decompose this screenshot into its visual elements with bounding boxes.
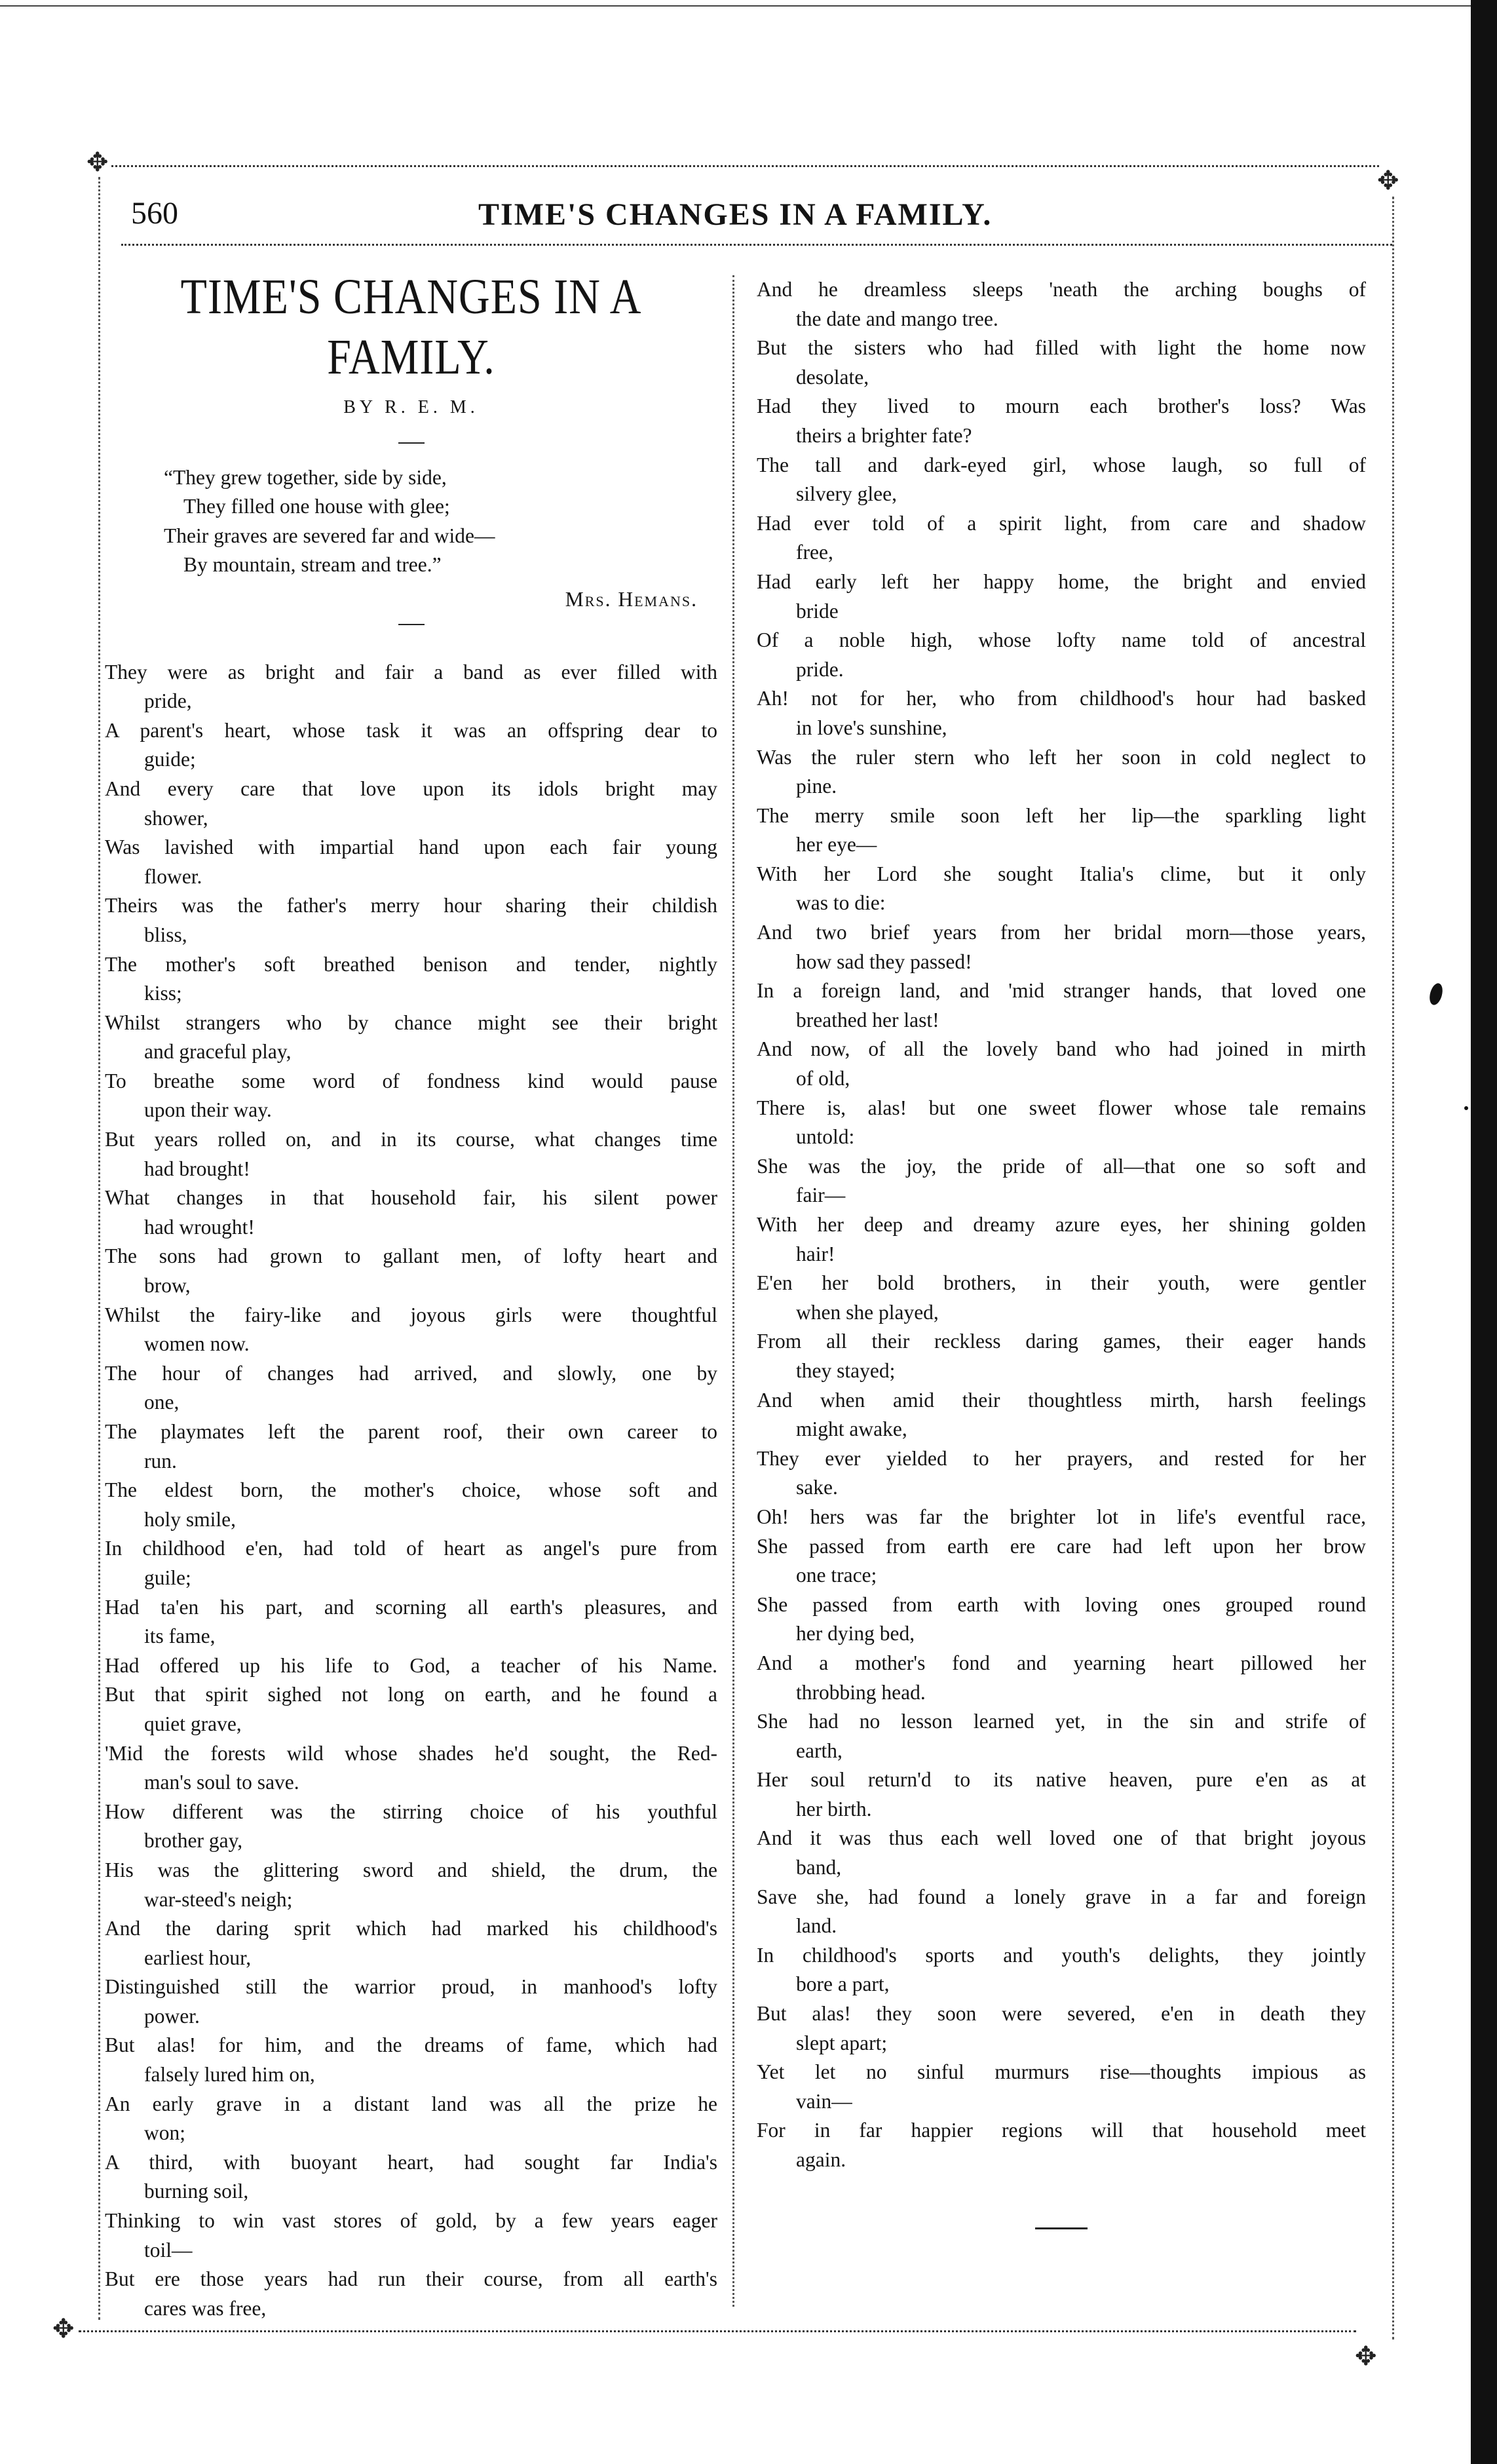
verse-line-text: But the sisters who had filled with light the home now [757, 336, 1366, 360]
verse-line [757, 684, 1366, 742]
verse-line [757, 918, 1366, 976]
verse-line-continuation: had wrought! [144, 1215, 255, 1239]
verse-line-text: But that spirit sighed not long on earth, and he found a [105, 1683, 717, 1706]
poem-byline: BY R. E. M. [343, 397, 479, 417]
verse-line-continuation: land. [796, 1914, 837, 1938]
poem-title: TIME'S CHANGES IN A FAMILY. [180, 269, 642, 385]
verse-line [105, 950, 717, 1009]
verse-line-text: How different was the stirring choice of his youthful [105, 1800, 717, 1823]
scan-top-rule [0, 5, 1471, 7]
verse-line [105, 1301, 717, 1359]
verse-line [757, 2116, 1366, 2174]
verse-line-continuation: toil— [144, 2238, 193, 2262]
verse-line-text: Whilst strangers who by chance might see their bright [105, 1011, 717, 1034]
verse-line-continuation: women now. [144, 1332, 250, 1356]
verse-line-continuation: flower. [144, 864, 202, 888]
page-number: 560 [131, 196, 178, 231]
verse-line [757, 1883, 1366, 1941]
verse-line-continuation: band, [796, 1856, 842, 1879]
verse-line-continuation: guide; [144, 748, 196, 771]
verse-line-continuation: one trace; [796, 1564, 877, 1587]
verse-line [757, 1649, 1366, 1707]
verse-line-text: And every care that love upon its idols bright may [105, 777, 717, 800]
verse-line-continuation: had brought! [144, 1157, 250, 1180]
verse-line [105, 2148, 717, 2206]
verse-line-text: There is, alas! but one sweet flower whose tale remains [757, 1096, 1366, 1119]
verse-line-continuation: its fame, [144, 1625, 216, 1648]
verse-line-continuation: run. [144, 1449, 177, 1473]
verse-line [105, 2206, 717, 2265]
verse-line [105, 1534, 717, 1592]
verse-line-continuation: sake. [796, 1476, 838, 1499]
border-left [98, 177, 100, 2320]
verse-line-continuation: burning soil, [144, 2180, 249, 2203]
verse-line-continuation: shower, [144, 806, 208, 830]
verse-line-text: And two brief years from her bridal morn—those years, [757, 921, 1366, 944]
verse-line-text: They were as bright and fair a band as ever filled with [105, 660, 717, 683]
epigraph [164, 463, 717, 580]
left-verses [105, 658, 717, 2324]
verse-line [757, 1444, 1366, 1503]
verse-line [105, 833, 717, 891]
verse-line [757, 1532, 1366, 1590]
verse-line [757, 2058, 1366, 2116]
verse-line [105, 1184, 717, 1242]
verse-line-continuation: earliest hour, [144, 1946, 252, 1969]
corner-ornament-bottom-right: ✥ [1355, 2341, 1377, 2371]
verse-line-text: Had ta'en his part, and scorning all earth's pleasures, and [105, 1595, 717, 1619]
verse-line-continuation: earth, [796, 1739, 843, 1762]
verse-line [757, 801, 1366, 860]
verse-line-text: They ever yielded to her prayers, and rested for her [757, 1446, 1366, 1470]
verse-line [105, 1359, 717, 1417]
verse-line-continuation: slept apart; [796, 2031, 888, 2054]
verse-line [105, 891, 717, 950]
verse-line [757, 1765, 1366, 1824]
verse-line-continuation: the date and mango tree. [796, 307, 998, 330]
verse-line [105, 2031, 717, 2089]
verse-line-continuation: bliss, [144, 923, 187, 946]
running-head: TIME'S CHANGES IN A FAMILY. [478, 197, 993, 232]
epigraph-line: Their graves are severed far and wide— [164, 524, 495, 547]
verse-line [757, 275, 1366, 334]
verse-line [757, 1590, 1366, 1649]
verse-line [757, 1152, 1366, 1210]
verse-line-text: Distinguished still the warrior proud, in manhood's lofty [105, 1975, 717, 1999]
verse-line-continuation: vain— [796, 2089, 852, 2113]
verse-line-continuation: breathed her last! [796, 1008, 939, 1031]
page-edge-shadow [1471, 0, 1497, 2464]
verse-line-text: Was the ruler stern who left her soon in cold neglect to [757, 745, 1366, 769]
verse-line-text: The merry smile soon left her lip—the sparkling light [757, 803, 1366, 827]
verse-line-continuation: hair! [796, 1242, 835, 1265]
verse-line-continuation: man's soul to save. [144, 1771, 299, 1794]
verse-line-text: His was the glittering sword and shield, the drum, the [105, 1858, 717, 1881]
verse-line-text: For in far happier regions will that household meet [757, 2119, 1366, 2142]
verse-line-text: E'en her bold brothers, in their youth, were gentler [757, 1271, 1366, 1295]
verse-line-text: But alas! they soon were severed, e'en in death they [757, 2002, 1366, 2026]
verse-line-continuation: her eye— [796, 833, 877, 857]
verse-line [757, 860, 1366, 918]
verse-line [105, 2265, 717, 2323]
verse-line-text: In childhood's sports and youth's delights, they jointly [757, 1943, 1366, 1967]
verse-line-continuation: silvery glee, [796, 482, 897, 506]
verse-line [105, 1242, 717, 1300]
verse-line-continuation: power. [144, 2004, 200, 2028]
verse-line-continuation: free, [796, 541, 833, 564]
verse-line-text: With her deep and dreamy azure eyes, her shining golden [757, 1213, 1366, 1236]
verse-line [757, 1210, 1366, 1269]
verse-line [105, 1417, 717, 1476]
verse-line-continuation: her dying bed, [796, 1622, 915, 1646]
verse-line [105, 1651, 717, 1681]
verse-line [105, 775, 717, 833]
border-bottom [79, 2330, 1356, 2332]
verse-line-continuation: brother gay, [144, 1829, 243, 1853]
left-column [105, 269, 717, 2323]
verse-line-continuation: fair— [796, 1184, 846, 1207]
verse-line [757, 568, 1366, 626]
verse-line-text: Save she, had found a lonely grave in a far and foreign [757, 1885, 1366, 1908]
verse-line-continuation: bore a part, [796, 1973, 890, 1996]
verse-line-continuation: throbbing head. [796, 1680, 926, 1704]
verse-line-continuation: pine. [796, 775, 837, 798]
verse-line [105, 1125, 717, 1184]
right-column [757, 275, 1366, 2229]
verse-line-text: She had no lesson learned yet, in the sin and strife of [757, 1710, 1366, 1733]
verse-line-continuation: upon their way. [144, 1098, 272, 1122]
verse-line [757, 976, 1366, 1035]
end-rule [1035, 2227, 1088, 2229]
verse-line-continuation: in love's sunshine, [796, 716, 947, 739]
verse-line [105, 1593, 717, 1651]
verse-line-continuation: might awake, [796, 1417, 907, 1441]
verse-line-text: But years rolled on, and in its course, what changes time [105, 1128, 717, 1151]
verse-line [757, 743, 1366, 801]
verse-line [757, 334, 1366, 392]
verse-line-text: The sons had grown to gallant men, of lofty heart and [105, 1244, 717, 1268]
epigraph-attribution: Mrs. Hemans. [565, 587, 698, 611]
epigraph-line: By mountain, stream and tree.” [183, 553, 442, 577]
verse-line-text: Yet let no sinful murmurs rise—thoughts impious as [757, 2060, 1366, 2084]
verse-line-continuation: cares was free, [144, 2296, 267, 2320]
verse-line [757, 1941, 1366, 1999]
verse-line-text: Thinking to win vast stores of gold, by a few years eager [105, 2209, 717, 2233]
verse-line [757, 1327, 1366, 1385]
verse-line-continuation: won; [144, 2121, 185, 2145]
verse-line-continuation: untold: [796, 1125, 855, 1149]
verse-line-text: Had ever told of a spirit light, from care and shadow [757, 511, 1366, 535]
verse-line-text: To breathe some word of fondness kind would pause [105, 1069, 717, 1092]
verse-line-continuation: her birth. [796, 1797, 872, 1820]
epigraph-line: “They grew together, side by side, [164, 465, 447, 489]
verse-line-text: Whilst the fairy-like and joyous girls were thoughtful [105, 1303, 717, 1326]
verse-line-continuation: holy smile, [144, 1507, 236, 1531]
verse-line [105, 1476, 717, 1534]
verse-line [757, 509, 1366, 568]
verse-line-text: Theirs was the father's merry hour sharing their childish [105, 894, 717, 917]
verse-line-text: From all their reckless daring games, their eager hands [757, 1330, 1366, 1353]
verse-line-continuation: bride [796, 599, 839, 623]
corner-ornament-bottom-left: ✥ [52, 2314, 75, 2343]
verse-line [757, 1503, 1366, 1532]
verse-line [757, 626, 1366, 684]
verse-line-text: Had they lived to mourn each brother's loss? Was [757, 395, 1366, 418]
verse-line [105, 1914, 717, 1973]
verse-line-continuation: of old, [796, 1067, 850, 1090]
verse-line-continuation: when she played, [796, 1300, 939, 1324]
verse-line-text: An early grave in a distant land was all the prize he [105, 2092, 717, 2115]
verse-line-text: The playmates left the parent roof, their own career to [105, 1420, 717, 1443]
verse-line-text: And now, of all the lovely band who had joined in mirth [757, 1037, 1366, 1061]
epigraph-line: They filled one house with glee; [183, 495, 450, 518]
verse-line-continuation: guile; [144, 1566, 191, 1589]
ink-blot [1428, 982, 1445, 1007]
column-divider [732, 275, 734, 2307]
border-right [1392, 197, 1394, 2339]
border-top [111, 165, 1379, 167]
verse-line [757, 1824, 1366, 1882]
verse-line-continuation: they stayed; [796, 1358, 896, 1382]
verse-line-text: She was the joy, the pride of all—that one so soft and [757, 1154, 1366, 1178]
verse-line-text: She passed from earth ere care had left upon her brow [757, 1534, 1366, 1558]
verse-line-continuation: was to die: [796, 891, 886, 915]
verse-line [757, 1035, 1366, 1093]
verse-line-continuation: kiss; [144, 982, 182, 1005]
verse-line [105, 658, 717, 716]
verse-line-text: Had early left her happy home, the bright and envied [757, 569, 1366, 593]
verse-line-text: She passed from earth with loving ones grouped round [757, 1592, 1366, 1616]
verse-line-continuation: desolate, [796, 365, 869, 389]
verse-line-text: A third, with buoyant heart, had sought far India's [105, 2150, 717, 2174]
byline-rule [398, 442, 425, 444]
verse-line [105, 1009, 717, 1067]
verse-line-continuation: pride. [796, 657, 844, 681]
verse-line [757, 1707, 1366, 1765]
verse-line-text: And it was thus each well loved one of that bright joyous [757, 1826, 1366, 1850]
verse-line-text: And a mother's fond and yearning heart pillowed her [757, 1651, 1366, 1674]
verse-line-text: But ere those years had run their course, from all earth's [105, 2267, 717, 2291]
verse-line-text: And when amid their thoughtless mirth, harsh feelings [757, 1388, 1366, 1412]
verse-line-continuation: war-steed's neigh; [144, 1887, 293, 1911]
verse-line [105, 1067, 717, 1125]
verse-line-text: What changes in that household fair, his silent power [105, 1186, 717, 1210]
ink-dot [1464, 1106, 1468, 1110]
verse-line-text: Oh! hers was far the brighter lot in life's eventful race, [757, 1505, 1366, 1528]
verse-line-continuation: one, [144, 1391, 180, 1414]
verse-line-continuation: pride, [144, 689, 192, 713]
verse-line-text: In childhood e'en, had told of heart as angel's pure from [105, 1537, 717, 1560]
corner-ornament-top-left: ✥ [86, 147, 109, 177]
verse-line [105, 1680, 717, 1739]
verse-line [757, 1386, 1366, 1444]
verse-line-text: And he dreamless sleeps 'neath the arching boughs of [757, 278, 1366, 301]
verse-line-continuation: falsely lured him on, [144, 2063, 315, 2087]
verse-line-text: Her soul return'd to its native heaven, pure e'en as at [757, 1768, 1366, 1792]
verse-line-text: The hour of changes had arrived, and slowly, one by [105, 1361, 717, 1385]
verse-line [757, 451, 1366, 509]
verse-line [757, 1094, 1366, 1152]
verse-line [105, 1973, 717, 2031]
verse-line [105, 2090, 717, 2148]
verse-line [105, 1739, 717, 1798]
corner-ornament-top-right: ✥ [1377, 166, 1399, 195]
epigraph-rule [398, 624, 425, 625]
verse-line [757, 1269, 1366, 1327]
verse-line [757, 1999, 1366, 2058]
verse-line-continuation: how sad they passed! [796, 950, 972, 973]
verse-line-text: Of a noble high, whose lofty name told of ancestral [757, 628, 1366, 652]
verse-line-continuation: again. [796, 2148, 846, 2171]
verse-line [105, 1856, 717, 1914]
header-rule [121, 244, 1392, 246]
verse-line-text: And the daring sprit which had marked his childhood's [105, 1917, 717, 1940]
verse-line-text: In a foreign land, and 'mid stranger hands, that loved one [757, 979, 1366, 1003]
verse-line [757, 392, 1366, 450]
verse-line-continuation: brow, [144, 1274, 191, 1298]
verse-line-text: A parent's heart, whose task it was an offspring dear to [105, 718, 717, 742]
verse-line-text: Ah! not for her, who from childhood's hour had basked [757, 687, 1366, 710]
verse-line-text: The eldest born, the mother's choice, whose soft and [105, 1478, 717, 1502]
verse-line-continuation: theirs a brighter fate? [796, 423, 972, 447]
verse-line-text: With her Lord she sought Italia's clime, but it only [757, 862, 1366, 885]
verse-line [105, 1798, 717, 1856]
verse-line-text: 'Mid the forests wild whose shades he'd sought, the Red- [105, 1741, 717, 1765]
verse-line-continuation: quiet grave, [144, 1712, 242, 1735]
verse-line-text: The tall and dark-eyed girl, whose laugh, so full of [757, 453, 1366, 476]
right-verses [757, 275, 1366, 2175]
verse-line-continuation: and graceful play, [144, 1040, 292, 1064]
verse-line-text: Had offered up his life to God, a teacher of his Name. [105, 1653, 717, 1677]
verse-line-text: The mother's soft breathed benison and tender, nightly [105, 952, 717, 976]
verse-line-text: Was lavished with impartial hand upon each fair young [105, 836, 717, 859]
verse-line-text: But alas! for him, and the dreams of fame, which had [105, 2033, 717, 2057]
verse-line [105, 716, 717, 775]
